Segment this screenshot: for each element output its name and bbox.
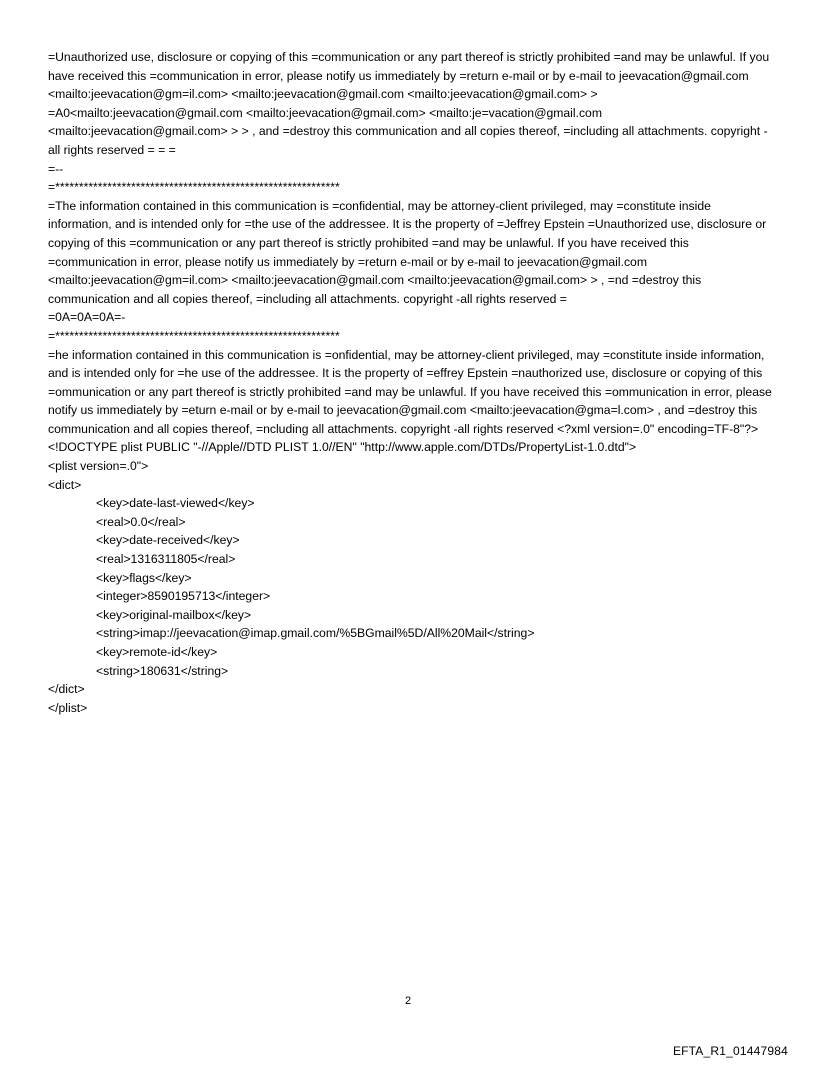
plist-open-tag: <plist version=.0"> [48, 459, 149, 474]
plist-entry: <key>flags</key> [96, 570, 192, 585]
plist-entry: <string>180631</string> [96, 663, 229, 678]
separator-line-2: =0A=0A=0A=- [48, 310, 126, 325]
bates-number: EFTA_R1_01447984 [672, 1044, 788, 1058]
dict-open-tag: <dict> [48, 477, 82, 492]
paragraph-disclaimer-2: =The information contained in this communication is =confidential, may be attorney-client privileged, may =constitute inside information, and is intended only for =the use of the addressee. It is the property of =Jeffrey Epstein =Unauthorized use, disclosure or copying of this =communication or any part thereof is strictly prohibited =and may be unlawful. If you have received this =communication in error, please notify us immediately by =return e-mail or by e-mail to jeevacation@gmail.com <mailto:jeevacation@gm=il.com> <mailto:jeevacation@gmail.com <mailto:jeevacation@gmail.com> > , =nd =destroy this communication and all copies thereof, =including all attachments. copyright -all rights reserved = [48, 198, 767, 306]
plist-entry: <real>1316311805</real> [96, 552, 236, 567]
plist-entry: <key>remote-id</key> [96, 645, 218, 659]
asterisk-divider-2: =************************************************************ [48, 328, 340, 343]
paragraph-disclaimer-3: =he information contained in this communication is =onfidential, may be attorney-client privileged, may =constitute inside information, and is intended only for =he use of the addressee. It is the property of =effrey Epstein =nauthorized use, disclosure or copying of this =ommunication or any part thereof is strictly prohibited =and may be unlawful. If you have received this =ommunication in error, please notify us immediately by =eturn e-mail or by e-mail to jeevacation@gmail.com <mailto:jeevacation@gma=l.com> , and =destroy this communication and all copies thereof, =ncluding all attachments. copyright -all rights reserved <?xml version=.0" encoding=TF-8"?> <!DOCTYPE plist PUBLIC "-//Apple//DTD PLIST 1.0//EN" "http://www.apple.com/DTDs/PropertyList-1.0.dtd"> [48, 347, 772, 455]
asterisk-divider-1: =************************************************************ [48, 180, 340, 195]
dict-close-tag: </dict> [48, 682, 85, 697]
plist-entry: <real>0.0</real> [96, 514, 186, 529]
separator-line-1: =-- [48, 161, 64, 176]
document-body [48, 48, 773, 717]
plist-entry: <key>date-last-viewed</key> [96, 496, 255, 511]
paragraph-disclaimer-1: =Unauthorized use, disclosure or copying of this =communication or any part thereof is strictly prohibited =and may be unlawful. If you have received this =communication in error, please notify us immediately by =return e-mail or by e-mail to jeevacation@gmail.com <mailto:jeevacation@gm=il.com> <mailto:jeevacation@gmail.com <mailto:jeevacation@gmail.com> > =A0<mailto:jeevacation@gmail.com <mailto:jeevacation@gmail.com> <mailto:je=vacation@gmail.com <mailto:jeevacation@gmail.com> > > , and =destroy this communication and all copies thereof, =including all attachments. copyright -all rights reserved = = = [48, 50, 770, 157]
plist-entry: <integer>8590195713</integer> [96, 589, 271, 604]
plist-entry: <key>date-received</key> [96, 533, 240, 548]
plist-entry: <string>imap://jeevacation@imap.gmail.com/%5BGmail%5D/All%20Mail</string> [96, 626, 535, 641]
plist-close-tag: </plist> [48, 700, 88, 715]
plist-entry: <key>original-mailbox</key> [96, 607, 252, 622]
plist-block [48, 457, 773, 717]
page-number: 2 [404, 995, 412, 1007]
